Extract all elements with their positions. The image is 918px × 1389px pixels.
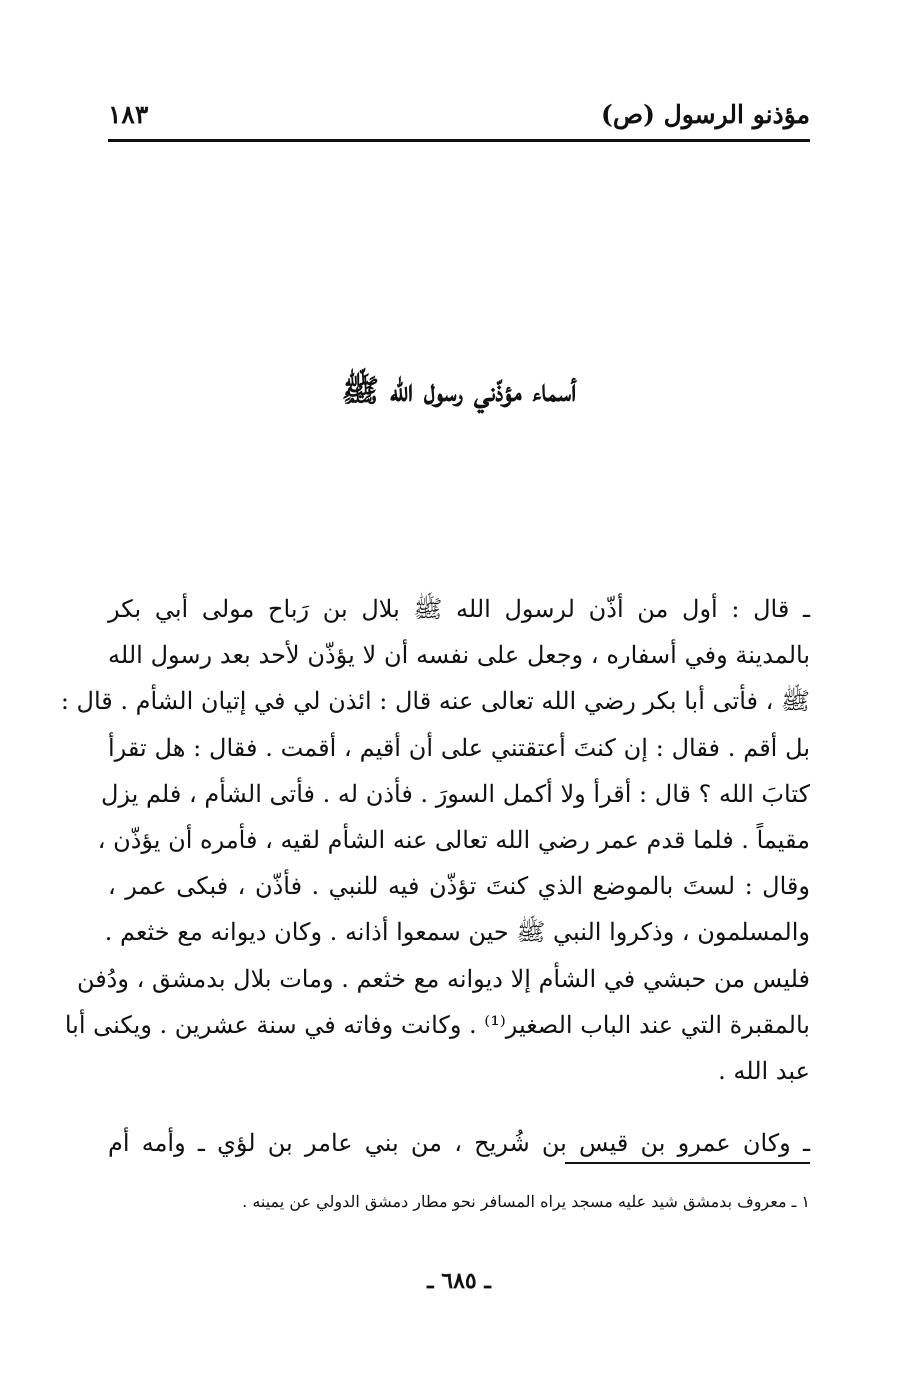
text-line: والمسلمون ، وذكروا النبي ﷺ حين سمعوا أذانه . وكان ديوانه مع خثعم .	[104, 918, 810, 947]
text-line: وقال : لستَ بالموضع الذي كنتَ تؤذّن فيه للنبي . فأذّن ، فبكى عمر ،	[108, 872, 810, 901]
chapter-title: أسماء مؤذّني رسول الله ﷺ	[341, 373, 577, 409]
text-line: ﷺ ، فأتى أبا بكر رضي الله تعالى عنه قال : ائذن لي في إتيان الشأم . قال :	[60, 687, 810, 716]
running-title: مؤذنو الرسول (ص)	[601, 100, 810, 129]
second-paragraph: ـ وكان عمرو بن قيس بن شُريح ، من بني عامر بن لؤي ـ وأمه أم	[108, 1129, 810, 1157]
footnote-rule	[565, 1162, 810, 1164]
page-number: ـ ٦٨٥ ـ	[427, 1268, 491, 1294]
page-header	[108, 100, 810, 140]
text-line: مقيماً . فلما قدم عمر رضي الله تعالى عنه الشأم لقيه ، فأمره أن يؤذّن ،	[97, 825, 810, 854]
text-line: ـ قال : أول من أذّن لرسول الله ﷺ بلال بن رَباح مولى أبي بكر	[108, 595, 810, 623]
main-paragraph	[60, 586, 810, 1094]
text-line: كتابَ الله ؟ قال : أقرأ ولا أكمل السورَ . فأذن له . فأتى الشأم ، فلم يزل	[100, 779, 810, 808]
text-line: بالمدينة وفي أسفاره ، وجعل على نفسه أن لا يؤذّن لأحد بعد رسول الله	[108, 641, 810, 670]
header-page-number: ١٨٣	[108, 100, 149, 129]
text-line: عبد الله .	[718, 1056, 810, 1085]
footnote: ١ ـ معروف بدمشق شيد عليه مسجد يراه المسافر نحو مطار دمشق الدولي عن يمينه .	[242, 1192, 810, 1211]
text-line: بالمقبرة التي عند الباب الصغير⁽¹⁾ . وكانت وفاته في سنة عشرين . ويكنى أبا	[64, 1010, 810, 1039]
text-line: فليس من حبشي في الشأم إلا ديوانه مع خثعم . ومات بلال بدمشق ، ودُفن	[76, 964, 810, 993]
header-rule	[108, 139, 810, 142]
text-line: بل أقم . فقال : إن كنتَ أعتقتني على أن أقيم ، أقمت . فقال : هل تقرأ	[108, 733, 810, 762]
